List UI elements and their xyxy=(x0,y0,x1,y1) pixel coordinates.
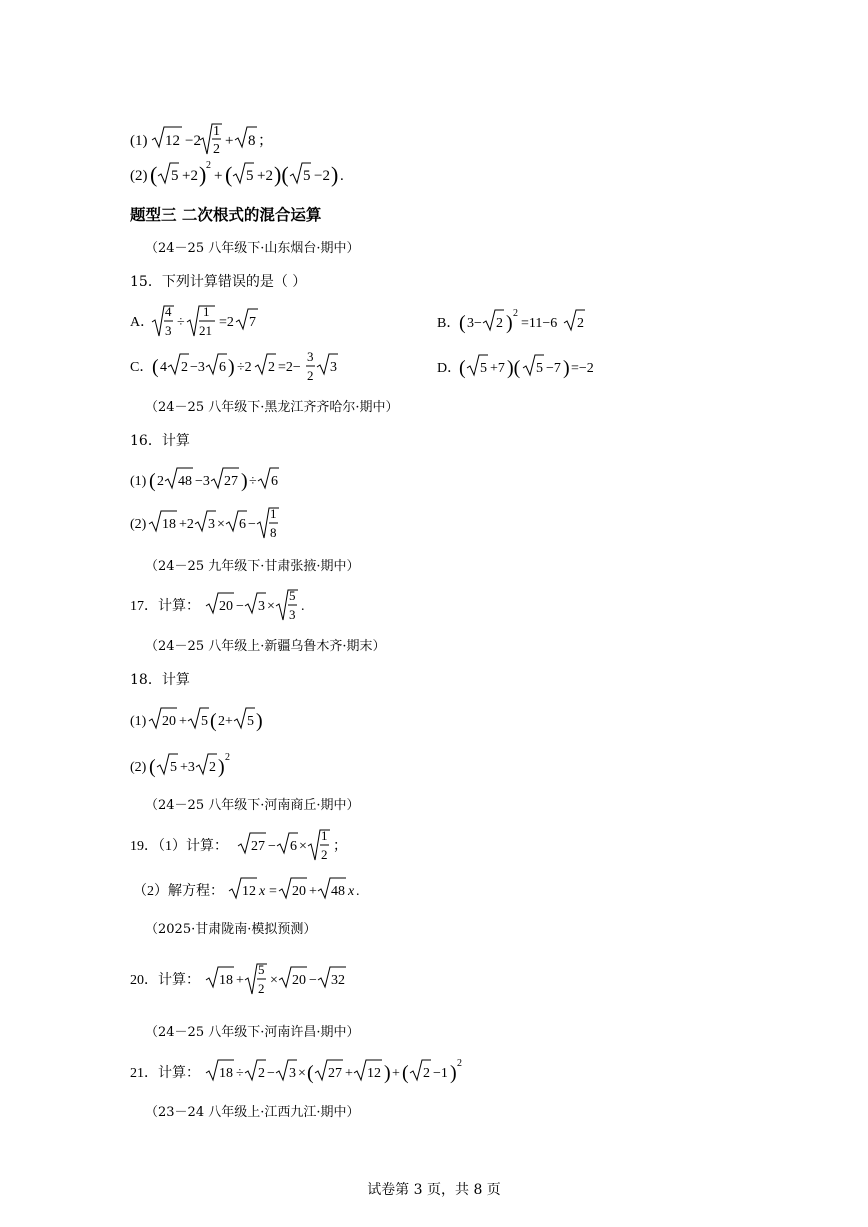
svg-text:(2): (2) xyxy=(130,168,148,184)
option-a-expression xyxy=(130,300,280,344)
svg-text:D．: D． xyxy=(437,361,462,376)
svg-text:32: 32 xyxy=(331,973,345,988)
svg-text:+2: +2 xyxy=(179,517,194,532)
svg-text:8: 8 xyxy=(248,133,256,149)
svg-text:(: ( xyxy=(152,356,159,378)
q21-expression xyxy=(130,1058,490,1088)
svg-text:−: − xyxy=(236,599,244,614)
svg-text:3: 3 xyxy=(258,599,265,614)
svg-text:+2: +2 xyxy=(257,168,273,184)
svg-text:5: 5 xyxy=(303,168,311,184)
svg-text:−1: −1 xyxy=(433,1066,448,1081)
svg-text:(1): (1) xyxy=(130,133,148,149)
option-c-expression xyxy=(130,345,360,389)
svg-text:5: 5 xyxy=(201,714,208,729)
svg-text:)(: )( xyxy=(274,162,289,187)
svg-text:=: = xyxy=(269,884,277,899)
svg-text:2: 2 xyxy=(496,316,503,331)
svg-text:27: 27 xyxy=(328,1066,342,1081)
question-19-stem xyxy=(130,824,370,868)
svg-text:−: − xyxy=(309,973,317,988)
svg-text:6: 6 xyxy=(290,839,297,854)
svg-text:18: 18 xyxy=(219,973,233,988)
svg-text:2: 2 xyxy=(423,1066,430,1081)
svg-text:(2): (2) xyxy=(130,517,147,532)
question-16-stem: 16．计算 xyxy=(130,433,190,449)
question-20-stem xyxy=(130,958,370,1002)
svg-text:2: 2 xyxy=(577,316,584,331)
svg-text:19．（1）计算：: 19．（1）计算： xyxy=(130,839,228,854)
svg-text:): ) xyxy=(563,357,570,379)
question-21-stem xyxy=(130,1058,490,1088)
svg-text:+: + xyxy=(214,168,223,184)
question-15-option-c xyxy=(130,345,360,389)
question-18-item-2 xyxy=(130,752,260,782)
svg-text:÷: ÷ xyxy=(177,315,185,330)
svg-text:)(: )( xyxy=(507,357,521,379)
svg-text:): ) xyxy=(199,162,207,187)
svg-text:x: x xyxy=(259,884,266,899)
svg-text:20: 20 xyxy=(292,973,306,988)
svg-text:6: 6 xyxy=(219,360,226,375)
svg-text:+: + xyxy=(309,884,317,899)
svg-text:+: + xyxy=(392,1066,400,1081)
svg-text:÷2: ÷2 xyxy=(237,360,252,375)
svg-text:(: ( xyxy=(225,162,233,187)
svg-text:+2: +2 xyxy=(182,168,198,184)
svg-text:): ) xyxy=(384,1062,391,1084)
svg-text:−: − xyxy=(268,839,276,854)
svg-text:×: × xyxy=(298,1066,306,1081)
svg-text:=2: =2 xyxy=(219,315,234,330)
svg-text:2: 2 xyxy=(157,474,164,489)
svg-text:): ) xyxy=(228,356,235,378)
option-b-expression xyxy=(437,308,617,338)
svg-text:12: 12 xyxy=(165,133,180,149)
svg-text:): ) xyxy=(218,756,225,778)
svg-text:48: 48 xyxy=(178,474,192,489)
question-15-stem: 15．下列计算错误的是（ ） xyxy=(130,274,307,290)
svg-text:2: 2 xyxy=(307,368,314,383)
question-16-item-1 xyxy=(130,466,290,496)
question-17-stem xyxy=(130,584,350,628)
svg-text:2: 2 xyxy=(457,1058,462,1069)
svg-text:4: 4 xyxy=(160,360,167,375)
svg-text:2: 2 xyxy=(513,308,518,319)
question-15-source: （24－25 八年级下·山东烟台·期中） xyxy=(145,241,360,256)
svg-text:20: 20 xyxy=(219,599,233,614)
svg-text:+: + xyxy=(345,1066,353,1081)
svg-text:3: 3 xyxy=(330,360,337,375)
svg-text:×: × xyxy=(217,517,225,532)
question-18-item-1 xyxy=(130,706,290,736)
question-18-stem: 18．计算 xyxy=(130,672,190,688)
svg-text:−: − xyxy=(267,1066,275,1081)
svg-text:−3: −3 xyxy=(195,474,210,489)
svg-text:2: 2 xyxy=(258,981,265,996)
svg-text:+3: +3 xyxy=(180,760,195,775)
svg-text:): ) xyxy=(331,162,339,187)
svg-text:（2）解方程：: （2）解方程： xyxy=(133,884,224,899)
svg-text:(: ( xyxy=(149,756,156,778)
question-15-option-a xyxy=(130,300,280,344)
svg-text:8: 8 xyxy=(270,525,277,540)
question-19-source: （24－25 八年级下·河南商丘·期中） xyxy=(145,798,360,813)
svg-text:27: 27 xyxy=(224,474,238,489)
svg-text:3: 3 xyxy=(289,1066,296,1081)
svg-text:21．计算：: 21．计算： xyxy=(130,1066,200,1081)
svg-text:3: 3 xyxy=(208,517,215,532)
svg-text:2: 2 xyxy=(268,360,275,375)
svg-text:5: 5 xyxy=(171,168,179,184)
question-15-option-b xyxy=(437,308,617,338)
svg-text:−7: −7 xyxy=(546,361,561,376)
svg-text:20: 20 xyxy=(292,884,306,899)
question-22-source: （23－24 八年级上·江西九江·期中） xyxy=(145,1105,360,1120)
option-d-expression xyxy=(437,353,617,383)
svg-text:): ) xyxy=(450,1062,457,1084)
svg-text:27: 27 xyxy=(251,839,265,854)
svg-text:): ) xyxy=(506,312,513,334)
svg-text:2: 2 xyxy=(206,160,211,171)
svg-text:C．: C． xyxy=(130,360,154,375)
svg-text:×: × xyxy=(267,599,275,614)
svg-text:3: 3 xyxy=(165,323,172,338)
svg-text:5: 5 xyxy=(536,361,543,376)
svg-text:5: 5 xyxy=(258,962,265,977)
svg-text:12: 12 xyxy=(367,1066,381,1081)
svg-text:(: ( xyxy=(149,470,156,492)
q19-part-2-expression xyxy=(133,876,393,906)
svg-text:6: 6 xyxy=(239,517,246,532)
svg-text:(: ( xyxy=(402,1062,409,1084)
svg-text:−: − xyxy=(248,517,256,532)
svg-text:×: × xyxy=(299,839,307,854)
svg-text:17．计算：: 17．计算： xyxy=(130,599,200,614)
math-expression-item-2 xyxy=(130,158,350,192)
svg-text:÷: ÷ xyxy=(236,1066,244,1081)
q18-item-1-expression xyxy=(130,706,290,736)
svg-text:÷: ÷ xyxy=(249,474,257,489)
svg-text:3: 3 xyxy=(289,607,296,622)
svg-text:1: 1 xyxy=(270,506,277,521)
svg-text:+: + xyxy=(236,973,244,988)
q16-item-2-expression xyxy=(130,502,300,546)
q19-part-1-expression xyxy=(130,824,370,868)
svg-text:(: ( xyxy=(459,312,466,334)
question-21-source: （24－25 八年级下·河南许昌·期中） xyxy=(145,1025,360,1040)
svg-text:1: 1 xyxy=(321,828,328,843)
svg-text:2: 2 xyxy=(181,360,188,375)
svg-text:B．: B． xyxy=(437,316,461,331)
q18-item-2-expression xyxy=(130,752,260,782)
top-problem-item-1 xyxy=(130,118,274,162)
svg-text:20: 20 xyxy=(162,714,176,729)
svg-text:18: 18 xyxy=(219,1066,233,1081)
q16-item-1-expression xyxy=(130,466,290,496)
svg-text:=−2: =−2 xyxy=(571,361,594,376)
svg-text:2: 2 xyxy=(258,1066,265,1081)
svg-text:12: 12 xyxy=(242,884,256,899)
svg-text:3: 3 xyxy=(307,349,314,364)
svg-text:5: 5 xyxy=(289,588,296,603)
svg-text:+7: +7 xyxy=(490,361,505,376)
top-problem-item-2 xyxy=(130,158,350,192)
svg-text:=11−6: =11−6 xyxy=(521,316,558,331)
svg-text:(1): (1) xyxy=(130,714,147,729)
svg-text:A．: A． xyxy=(130,315,155,330)
svg-text:(: ( xyxy=(459,357,466,379)
svg-text:.: . xyxy=(356,884,360,899)
question-17-source: （24－25 九年级下·甘肃张掖·期中） xyxy=(145,559,360,574)
svg-text:=2−: =2− xyxy=(278,360,301,375)
question-16-source: （24－25 八年级下·黑龙江齐齐哈尔·期中） xyxy=(145,400,399,415)
svg-text:): ) xyxy=(256,710,263,732)
svg-text:5: 5 xyxy=(170,760,177,775)
svg-text:3−: 3− xyxy=(467,316,482,331)
svg-text:(2): (2) xyxy=(130,760,147,775)
svg-text:2: 2 xyxy=(209,760,216,775)
q17-expression xyxy=(130,584,350,628)
q20-expression xyxy=(130,958,370,1002)
svg-text:+: + xyxy=(179,714,187,729)
svg-text:×: × xyxy=(270,973,278,988)
question-18-source: （24－25 八年级上·新疆乌鲁木齐·期末） xyxy=(145,639,386,654)
svg-text:；: ； xyxy=(258,133,274,149)
svg-text:.: . xyxy=(340,168,344,184)
svg-text:(: ( xyxy=(210,710,217,732)
question-20-source: （2025·甘肃陇南·模拟预测） xyxy=(145,922,317,937)
svg-text:1: 1 xyxy=(203,304,210,319)
svg-text:.: . xyxy=(301,599,305,614)
svg-text:): ) xyxy=(241,470,248,492)
math-expression-item-1 xyxy=(130,118,274,162)
svg-text:x: x xyxy=(348,884,355,899)
svg-text:(1): (1) xyxy=(130,474,147,489)
svg-text:5: 5 xyxy=(247,714,254,729)
svg-text:18: 18 xyxy=(162,517,176,532)
svg-text:5: 5 xyxy=(246,168,254,184)
svg-text:1: 1 xyxy=(213,124,220,139)
svg-text:48: 48 xyxy=(331,884,345,899)
svg-text:2: 2 xyxy=(225,752,230,763)
svg-text:7: 7 xyxy=(249,315,256,330)
svg-text:2+: 2+ xyxy=(218,714,233,729)
section-title: 题型三 二次根式的混合运算 xyxy=(130,206,322,224)
svg-text:(: ( xyxy=(307,1062,314,1084)
svg-text:5: 5 xyxy=(480,361,487,376)
svg-text:4: 4 xyxy=(165,304,172,319)
svg-text:−3: −3 xyxy=(190,360,205,375)
question-16-item-2 xyxy=(130,502,300,546)
svg-text:−2: −2 xyxy=(314,168,330,184)
question-19-stem-2 xyxy=(133,876,393,906)
question-15-option-d xyxy=(437,353,617,383)
svg-text:；: ； xyxy=(333,839,347,854)
svg-text:20．计算：: 20．计算： xyxy=(130,973,200,988)
svg-text:2: 2 xyxy=(213,142,220,157)
svg-text:+: + xyxy=(225,133,234,149)
page-footer: 试卷第 3 页，共 8 页 xyxy=(367,1182,501,1198)
svg-text:−2: −2 xyxy=(185,133,201,149)
svg-text:6: 6 xyxy=(271,474,278,489)
svg-text:21: 21 xyxy=(199,323,212,338)
svg-text:(: ( xyxy=(150,162,158,187)
svg-text:2: 2 xyxy=(321,847,328,862)
